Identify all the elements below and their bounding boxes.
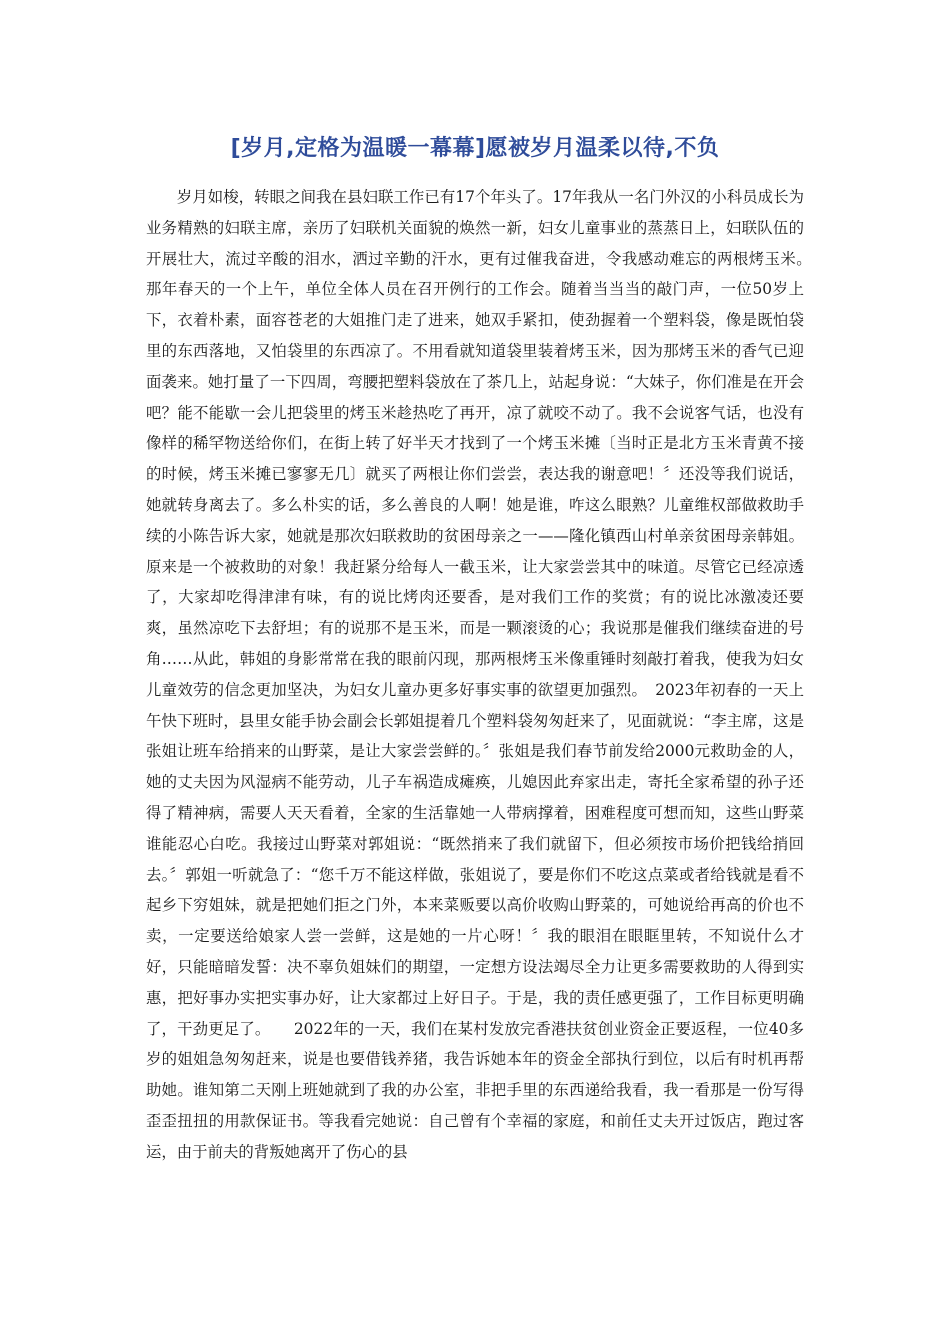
document-body-text: 岁月如梭，转眼之间我在县妇联工作已有17个年头了。17年我从一名门外汉的小科员成长为业务精熟的妇联主席，亲历了妇联机关面貌的焕然一新，妇女儿童事业的蒸蒸日上，妇联队伍的开展壮大，流过辛酸的泪水，洒过辛勤的汗水，更有过催我奋进，令我感动难忘的两根烤玉米。 那年春天的一个上午，单位全体人员在召开例行的工作会。随着当当当的敲门声，一位50岁上下，衣着朴素，面容苍老的大姐推门走了进来，她双手紧扣，使劲握着一个塑料袋，像是既怕袋里的东西落地，又怕袋里的东西凉了。不用看就知道袋里装着烤玉米，因为那烤玉米的香气已迎面袭来。她打量了一下四周，弯腰把塑料袋放在了茶几上，站起身说：“大妹子，你们准是在开会吧？能不能歇一会儿把袋里的烤玉米趁热吃了再开，凉了就咬不动了。我不会说客气话，也没有像样的稀罕物送给你们，在街上转了好半天才找到了一个烤玉米摊〔当时正是北方玉米青黄不接的时候，烤玉米摊已寥寥无几〕就买了两根让你们尝尝，表达我的谢意吧！〞还没等我们说话，她就转身离去了。多么朴实的话，多么善良的人啊！她是谁，咋这么眼熟？儿童维权部做救助手续的小陈告诉大家，她就是那次妇联救助的贫困母亲之一——隆化镇西山村单亲贫困母亲韩姐。原来是一个被救助的对象！我赶紧分给每人一截玉米，让大家尝尝其中的味道。尽管它已经凉透了，大家却吃得津津有味，有的说比烤肉还要香，是对我们工作的奖赏；有的说比冰激凌还要爽，虽然凉吃下去舒坦；有的说那不是玉米，而是一颗滚烫的心；我说那是催我们继续奋进的号角……从此，韩姐的身影常常在我的眼前闪现，那两根烤玉米像重锤时刻敲打着我，使我为妇女儿童效劳的信念更加坚决，为妇女儿童办更多好事实事的欲望更加强烈。 2023年初春的一天上午快下班时，县里女能手协会副会长郭姐提着几个塑料袋匆匆赶来了，见面就说：“李主席，这是张姐让班车给捎来的山野菜，是让大家尝尝鲜的。〞张姐是我们春节前发给2000元救助金的人，她的丈夫因为风湿病不能劳动，儿子车祸造成瘫痪，儿媳因此弃家出走，寄托全家希望的孙子还得了精神病，需要人天天看着，全家的生活靠她一人带病撑着，困难程度可想而知，这些山野菜谁能忍心白吃。我接过山野菜对郭姐说：“既然捎来了我们就留下，但必须按市场价把钱给捎回去。〞郭姐一听就急了：“您千万不能这样做，张姐说了，要是你们不吃这点菜或者给钱就是看不起乡下穷姐妹，就是把她们拒之门外，本来菜贩要以高价收购山野菜的，可她说给再高的价也不卖，一定要送给娘家人尝一尝鲜，这是她的一片心呀！〞我的眼泪在眼眶里转，不知说什么才好，只能暗暗发誓：决不辜负姐妹们的期望，一定想方设法竭尽全力让更多需要救助的人得到实惠，把好事办实把实事办好，让大家都过上好日子。于是，我的责任感更强了，工作目标更明确了，干劲更足了。 2022年的一天，我们在某村发放完香港扶贫创业资金正要返程，一位40多岁的姐姐急匆匆赶来，说是也要借钱养猪，我告诉她本年的资金全部执行到位，以后有时机再帮助她。谁知第二天刚上班她就到了我的办公室，非把手里的东西递给我看，我一看那是一份写得歪歪扭扭的用款保证书。等我看完她说：自己曾有个幸福的家庭，和前任丈夫开过饭店，跑过客运，由于前夫的背叛她离开了伤心的县: [146, 188, 835, 1161]
document-title: [岁月,定格为温暖一幕幕]愿被岁月温柔以待,不负: [230, 136, 720, 161]
